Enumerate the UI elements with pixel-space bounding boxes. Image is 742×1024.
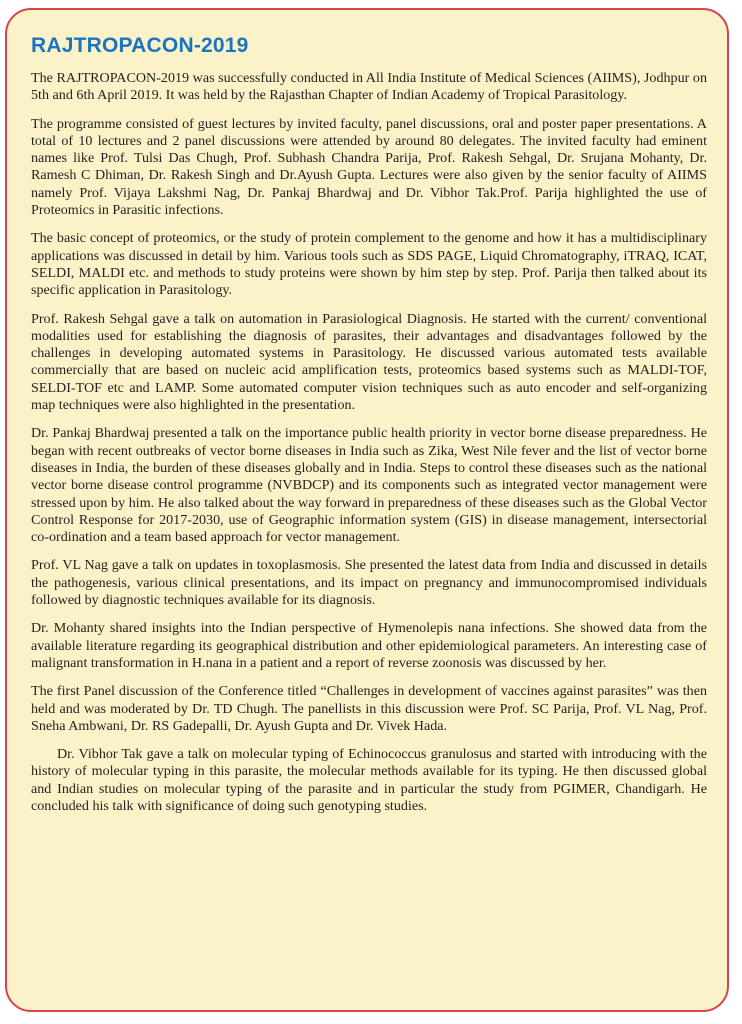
paragraph-echinococcus: Dr. Vibhor Tak gave a talk on molecular typing of Echinococcus granulosus and started with introducing with the history of molecular typing in this parasite, the molecular methods available for its typing. He then discussed global and Indian studies on molecular typing of the parasite and in particular the study from PGIMER, Chandigarh. He concluded his talk with significance of doing such genotyping studies. bbox=[31, 746, 707, 814]
paragraph-hymenolepis: Dr. Mohanty shared insights into the Indian perspective of Hymenolepis nana infections. She showed data from the available literature regarding its geographical distribution and other epidemiological parameters. An interesting case of malignant transformation in H.nana in a patient and a report of reverse zoonosis was discussed by her. bbox=[31, 620, 707, 671]
paragraph-panel-discussion: The first Panel discussion of the Conference titled “Challenges in development of vaccines against parasites” was then held and was moderated by Dr. TD Chugh. The panellists in this discussion were Prof. SC Parija, Prof. VL Nag, Prof. Sneha Ambwani, Dr. RS Gadepalli, Dr. Ayush Gupta and Dr. Vivek Hada. bbox=[31, 683, 707, 734]
paragraph-toxoplasmosis: Prof. VL Nag gave a talk on updates in toxoplasmosis. She presented the latest data from India and discussed in details the pathogenesis, various clinical presentations, and its impact on pregnancy and immunocompromised individuals followed by diagnostic techniques available for its diagnosis. bbox=[31, 557, 707, 609]
paragraph-programme: The programme consisted of guest lectures by invited faculty, panel discussions, oral and poster paper presentations. A total of 10 lectures and 2 panel discussions were attended by around 80 delegates. The invited faculty had eminent names like Prof. Tulsi Das Chugh, Prof. Subhash Chandra Parija, Prof. Rakesh Sehgal, Dr. Srujana Mohanty, Dr. Ramesh C Dhiman, Dr. Rakesh Singh and Dr.Ayush Gupta. Lectures were also given by the senior faculty of AIIMS namely Prof. Vijaya Lakshmi Nag, Dr. Pankaj Bhardwaj and Dr. Vibhor Tak.Prof. Parija highlighted the use of Proteomics in Parasitic infections. bbox=[31, 115, 707, 219]
paragraph-vector-borne: Dr. Pankaj Bhardwaj presented a talk on the importance public health priority in vector borne disease preparedness. He began with recent outbreaks of vector borne diseases in India such as Zika, West Nile fever and the list of vector borne diseases in India, the burden of these diseases globally and in India. Steps to control these diseases such as the national vector borne disease control programme (NVBDCP) and its components such as integrated vector management were stressed upon by him. He also talked about the way forward in preparedness of these diseases such as the Global Vector Control Response for 2017-2030, use of Geographic information system (GIS) in disease management, intersectorial co-ordination and a team based approach for vector management. bbox=[31, 425, 707, 546]
paragraph-proteomics: The basic concept of proteomics, or the study of protein complement to the genome and how it has a multidisciplinary applications was discussed in detail by him. Various tools such as SDS PAGE, Liquid Chromatography, iTRAQ, ICAT, SELDI, MALDI etc. and methods to study proteins were shown by him step by step. Prof. Parija then talked about its specific application in Parasitology. bbox=[31, 230, 707, 299]
article-title: RAJTROPACON-2019 bbox=[31, 34, 249, 57]
paragraph-intro: The RAJTROPACON-2019 was successfully conducted in All India Institute of Medical Sciences (AIIMS), Jodhpur on 5th and 6th April 2019. It was held by the Rajasthan Chapter of Indian Academy of Tropical Parasitology. bbox=[31, 70, 707, 104]
paragraph-automation: Prof. Rakesh Sehgal gave a talk on automation in Parasiological Diagnosis. He started with the current/ conventional modalities used for establishing the diagnosis of parasites, their advantages and disadvantages followed by the challenges in developing automated systems in Parasitology. He discussed various automated tests available commercially that are based on nucleic acid amplification tests, proteomics based systems such as MALDI-TOF, SELDI-TOF etc and LAMP. Some automated computer vision techniques such as auto encoder and self-organizing map techniques were also highlighted in the presentation. bbox=[31, 310, 707, 414]
article-panel bbox=[5, 8, 729, 1012]
